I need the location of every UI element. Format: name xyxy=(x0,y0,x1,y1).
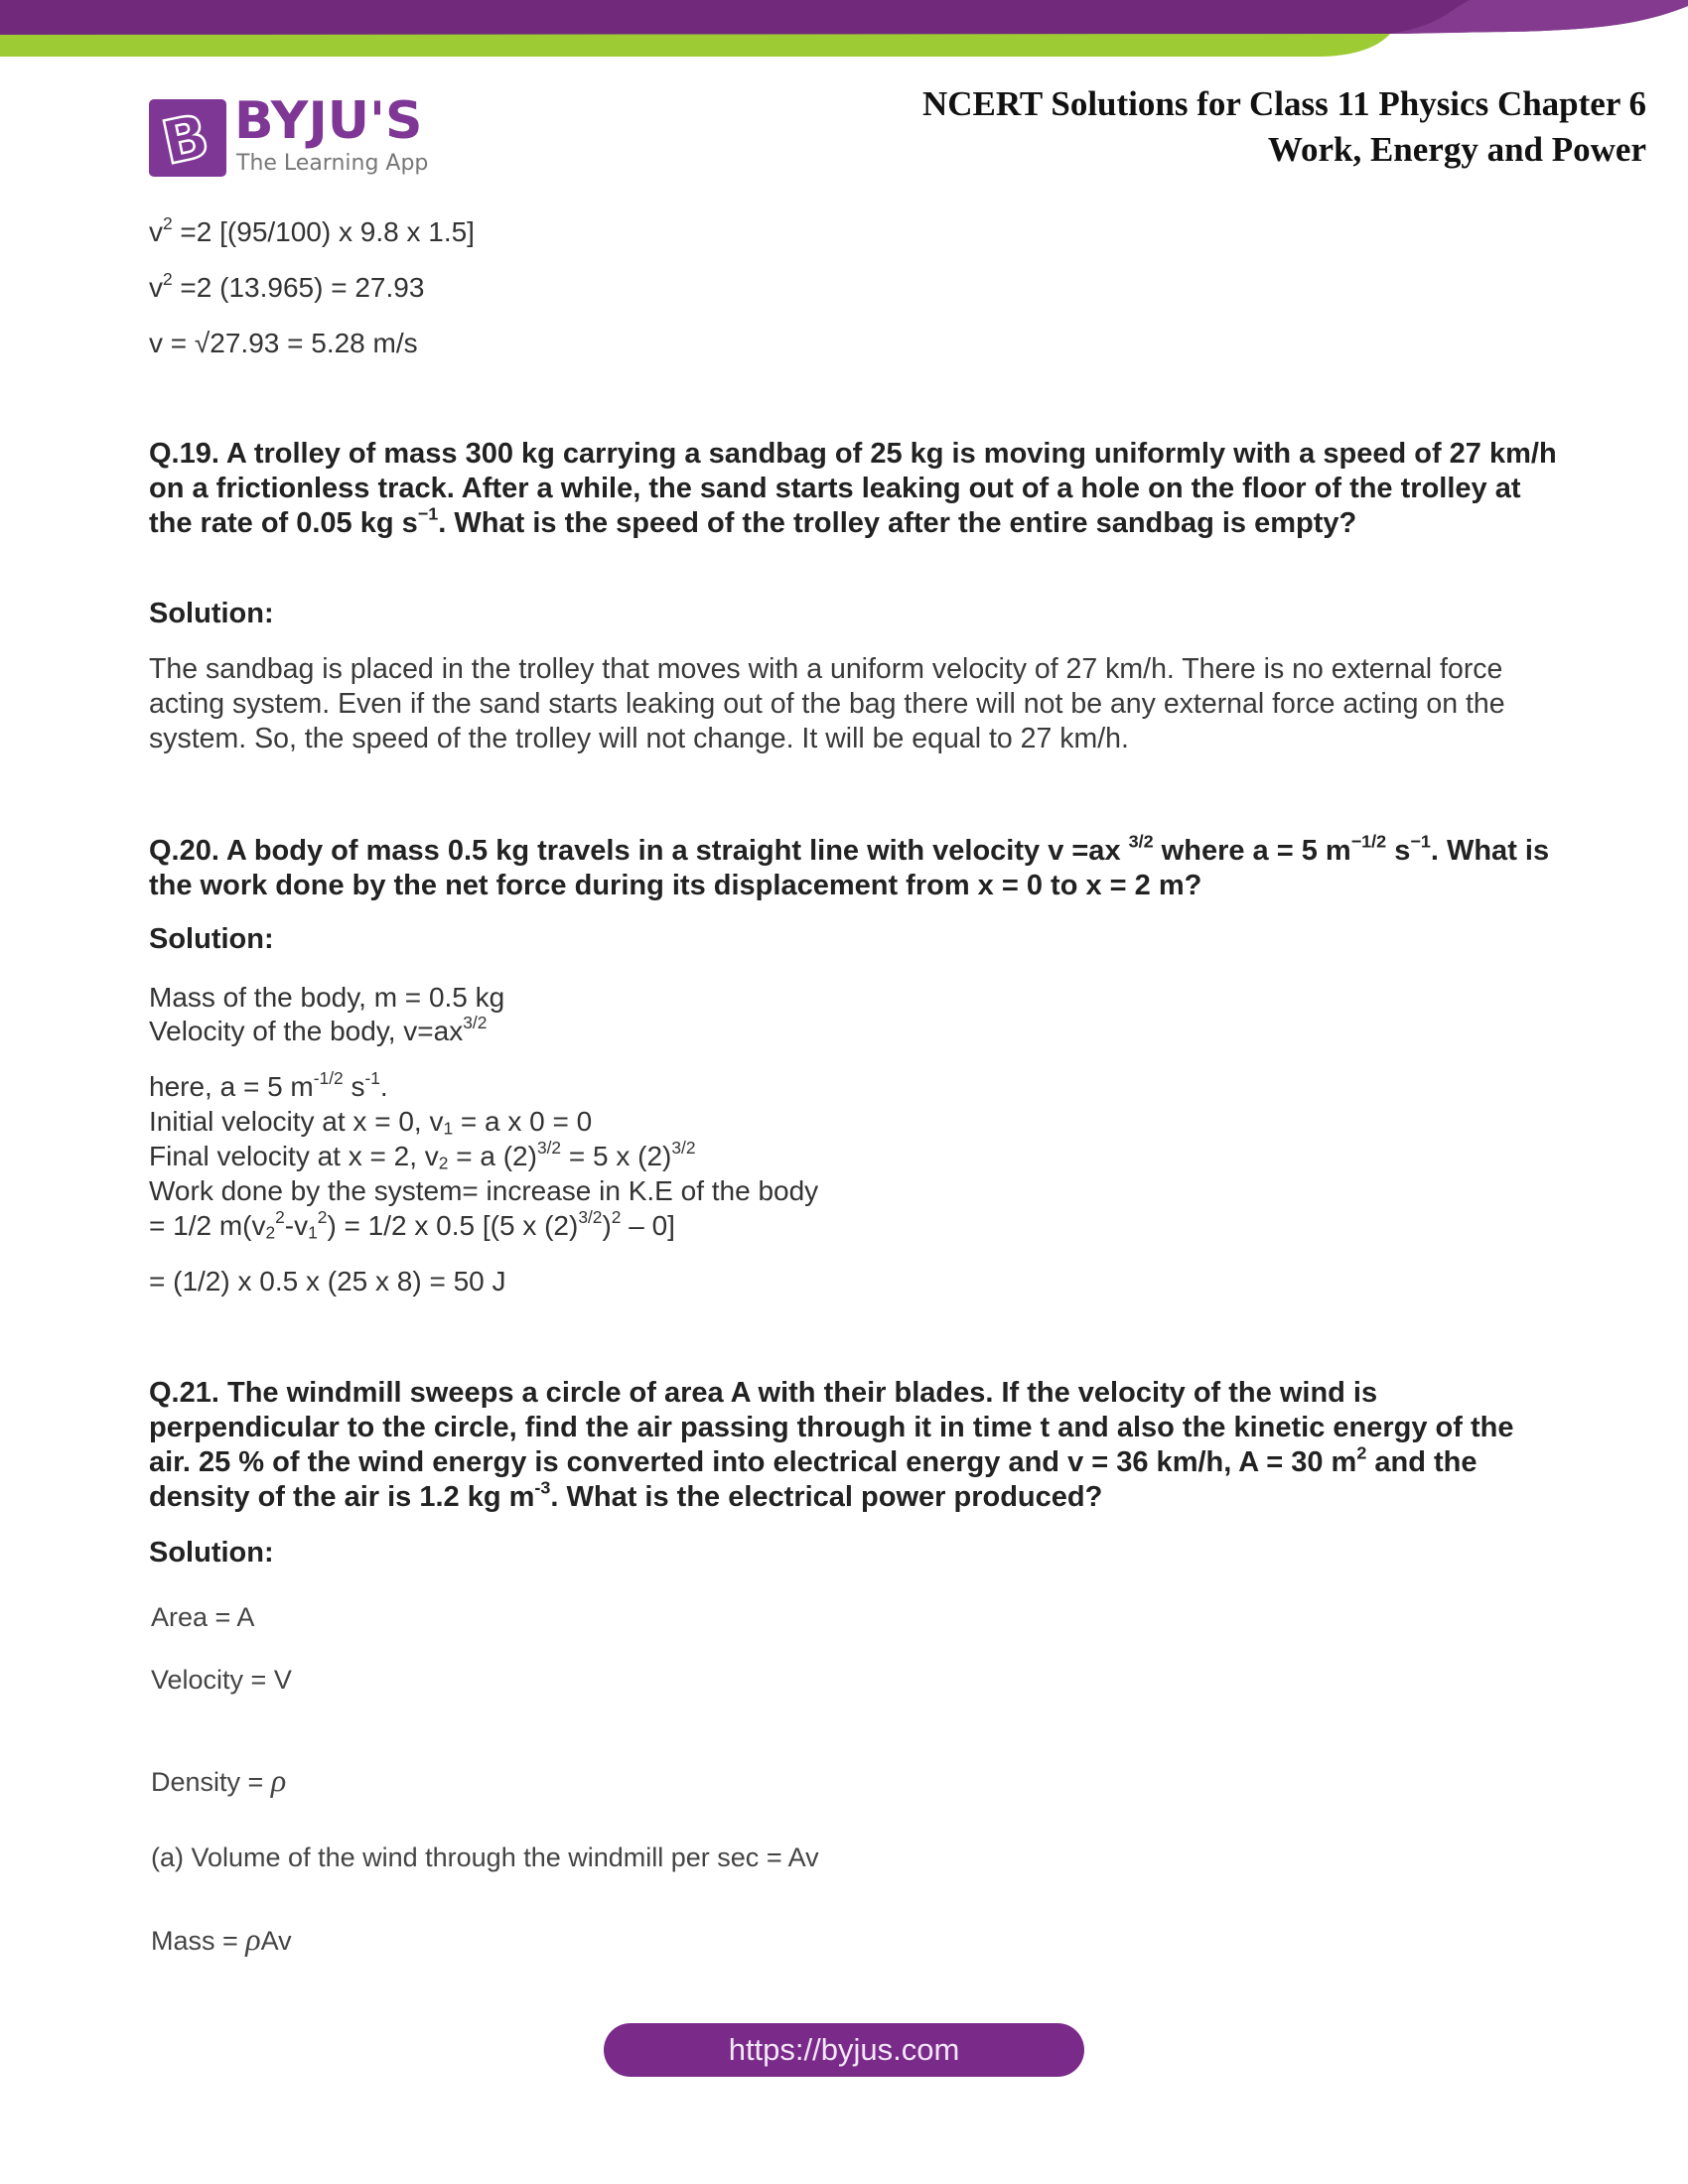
document-title-line1: NCERT Solutions for Class 11 Physics Chapter 6 xyxy=(921,84,1646,123)
volume-line: (a) Volume of the wind through the windmill per sec = Av xyxy=(151,1843,819,1872)
area-line: Area = A xyxy=(151,1602,255,1632)
final-velocity-line: Final velocity at x = 2, $v_2 = a$ $(2)^{3/2} = 5$ x $(2)^{3/2}$ xyxy=(149,1137,696,1173)
q19-answer: The sandbag is placed in the trolley that moves with a uniform velocity of 27 km/h. There is no external force acting system. Even if the sand starts leaking out of the bag there will not be any external force acting on the system. So, the speed of the trolley will not change. It will be equal to 27 km/h. xyxy=(149,653,1505,754)
result-line: = (1/2) x 0.5 x (25 x 8) = 50 J xyxy=(149,1266,506,1297)
work-line: Work done by the system= increase in K.E of the body xyxy=(149,1175,819,1206)
equation-line: v = √27.93 = 5.28 m/s xyxy=(149,328,418,358)
velocity-line: Velocity = V xyxy=(151,1665,292,1695)
logo-name: BYJU'S xyxy=(234,91,423,151)
rho-symbol: ρ xyxy=(245,1921,261,1957)
footer-url-link[interactable]: https://byjus.com xyxy=(604,2023,1084,2077)
mass-line: Mass of the body, m = 0.5 kg xyxy=(149,982,505,1013)
question-19: Q.19. A trolley of mass 300 kg carrying a sandbag of 25 kg is moving uniformly with a speed of 27 km/h on a frictionless track. After a while, the sand starts leaking out of a hole on the floor of the trolley at the rate of 0.05 kg $s^{-1}$. What is the speed of the trolley after the entire sandbag is empty? xyxy=(149,438,1557,539)
question-21: Q.21. The windmill sweeps a circle of area A with their blades. If the velocity of the wind is perpendicular to the circle, find the air passing through it in time t and also the kinetic energy of the air. 25 % of the wind energy is converted into electrical energy and v = 36 km/h, A = 30 $m^2$ and the density of the air is 1.2 kg $m^{-3}$. What is the electrical power produced? xyxy=(149,1377,1514,1513)
top-banner-decoration xyxy=(0,0,1688,60)
kinetic-energy-line: = 1/2 $m(v_2^2-v_1^2) = 1/2$ x 0.5 [(5 x $(2)^{3/2})^2 - 0$] xyxy=(149,1206,675,1243)
initial-velocity-line: Initial velocity at x = 0, $v_1 = a$ x 0 = 0 xyxy=(149,1106,593,1139)
question-20: Q.20. A body of mass 0.5 kg travels in a straight line with velocity v =ax $^{3/2}$ where a = 5 $m^{-1/2}$ $s^{-1}$. What is the work done by the net force during its displacement from x = 0 to x = 2 m? xyxy=(149,831,1550,901)
rho-symbol: ρ xyxy=(270,1762,287,1798)
density-line: Density = ρ xyxy=(151,1762,287,1798)
mass-line: Mass = ρAv xyxy=(151,1921,292,1957)
solution-label: Solution: xyxy=(149,598,274,629)
constant-a-line: here, a = 5 $m^{-1/2}$ $s^{-1}$. xyxy=(149,1067,388,1102)
document-title xyxy=(922,81,1646,173)
document-title-line2: Work, Energy and Power xyxy=(1267,130,1646,169)
logo-tagline: The Learning App xyxy=(236,151,429,176)
equation-line: $v^2 =2$ [(95/100) x 9.8 x 1.5] xyxy=(149,212,475,247)
equation-line: $v^2 =2$ (13.965) = 27.93 xyxy=(149,268,425,303)
byjus-b-logo-icon: B xyxy=(149,99,226,177)
solution-label: Solution: xyxy=(149,1537,274,1569)
byjus-logo xyxy=(149,91,433,179)
velocity-line: Velocity of the body, $v=ax^{3/2}$ xyxy=(149,1012,488,1046)
solution-label: Solution: xyxy=(149,923,274,955)
